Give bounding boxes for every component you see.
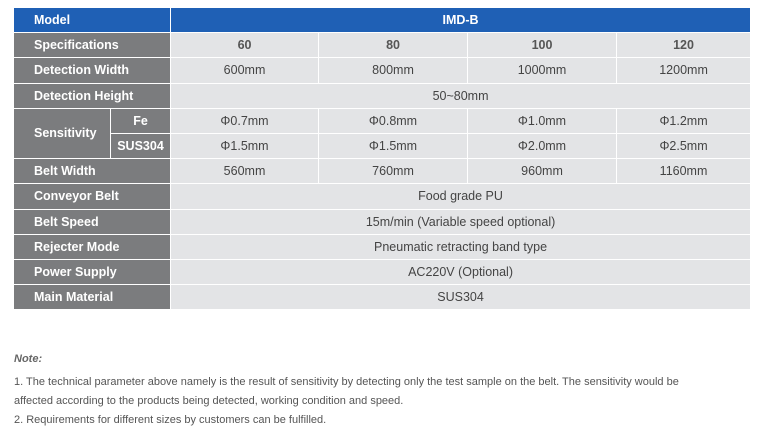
model-label: Model bbox=[14, 8, 171, 33]
fe-value: Φ1.0mm bbox=[468, 109, 617, 134]
belt-width-value: 760mm bbox=[319, 159, 468, 184]
power-supply-value: AC220V (Optional) bbox=[171, 260, 751, 285]
power-supply-label: Power Supply bbox=[14, 260, 171, 285]
detection-width-label: Detection Width bbox=[14, 58, 171, 83]
row-conveyor-belt bbox=[14, 184, 751, 209]
row-detection-width bbox=[14, 58, 751, 83]
note-line-1-continued: affected according to the products being detected, working condition and speed. bbox=[14, 395, 404, 407]
notes-section bbox=[14, 350, 754, 430]
detection-width-value: 1000mm bbox=[468, 58, 617, 83]
rejecter-mode-label: Rejecter Mode bbox=[14, 235, 171, 260]
belt-speed-value: 15m/min (Variable speed optional) bbox=[171, 210, 751, 235]
spec-60: 60 bbox=[171, 33, 319, 58]
conveyor-belt-label: Conveyor Belt bbox=[14, 184, 171, 209]
fe-label: Fe bbox=[111, 109, 171, 134]
main-material-value: SUS304 bbox=[171, 285, 751, 310]
sus304-value: Φ1.5mm bbox=[171, 134, 319, 159]
detection-width-value: 800mm bbox=[319, 58, 468, 83]
note-line-1: 1. The technical parameter above namely is the result of sensitivity by detecting only the test sample on the belt. The sensitivity would be bbox=[14, 376, 679, 388]
fe-value: Φ0.7mm bbox=[171, 109, 319, 134]
main-material-label: Main Material bbox=[14, 285, 171, 310]
row-sensitivity-sus304 bbox=[14, 134, 751, 159]
detection-width-value: 600mm bbox=[171, 58, 319, 83]
row-specifications bbox=[14, 33, 751, 58]
spec-table bbox=[14, 8, 751, 310]
belt-width-label: Belt Width bbox=[14, 159, 171, 184]
sus304-label: SUS304 bbox=[111, 134, 171, 159]
detection-height-label: Detection Height bbox=[14, 84, 171, 109]
row-belt-width bbox=[14, 159, 751, 184]
detection-height-value: 50~80mm bbox=[171, 84, 751, 109]
row-main-material bbox=[14, 285, 751, 310]
model-value: IMD-B bbox=[171, 8, 751, 33]
conveyor-belt-value: Food grade PU bbox=[171, 184, 751, 209]
rejecter-mode-value: Pneumatic retracting band type bbox=[171, 235, 751, 260]
row-model bbox=[14, 8, 751, 33]
spec-120: 120 bbox=[617, 33, 751, 58]
fe-value: Φ0.8mm bbox=[319, 109, 468, 134]
note-line-2: 2. Requirements for different sizes by customers can be fulfilled. bbox=[14, 414, 327, 426]
row-power-supply bbox=[14, 260, 751, 285]
spec-80: 80 bbox=[319, 33, 468, 58]
sensitivity-label: Sensitivity bbox=[14, 109, 111, 159]
belt-width-value: 960mm bbox=[468, 159, 617, 184]
spec-100: 100 bbox=[468, 33, 617, 58]
row-rejecter-mode bbox=[14, 235, 751, 260]
sus304-value: Φ2.5mm bbox=[617, 134, 751, 159]
fe-value: Φ1.2mm bbox=[617, 109, 751, 134]
row-sensitivity-fe bbox=[14, 109, 751, 134]
sus304-value: Φ2.0mm bbox=[468, 134, 617, 159]
belt-width-value: 1160mm bbox=[617, 159, 751, 184]
row-detection-height bbox=[14, 84, 751, 109]
detection-width-value: 1200mm bbox=[617, 58, 751, 83]
belt-speed-label: Belt Speed bbox=[14, 210, 171, 235]
row-belt-speed bbox=[14, 210, 751, 235]
sus304-value: Φ1.5mm bbox=[319, 134, 468, 159]
specifications-label: Specifications bbox=[14, 33, 171, 58]
belt-width-value: 560mm bbox=[171, 159, 319, 184]
notes-title: Note: bbox=[14, 353, 43, 365]
